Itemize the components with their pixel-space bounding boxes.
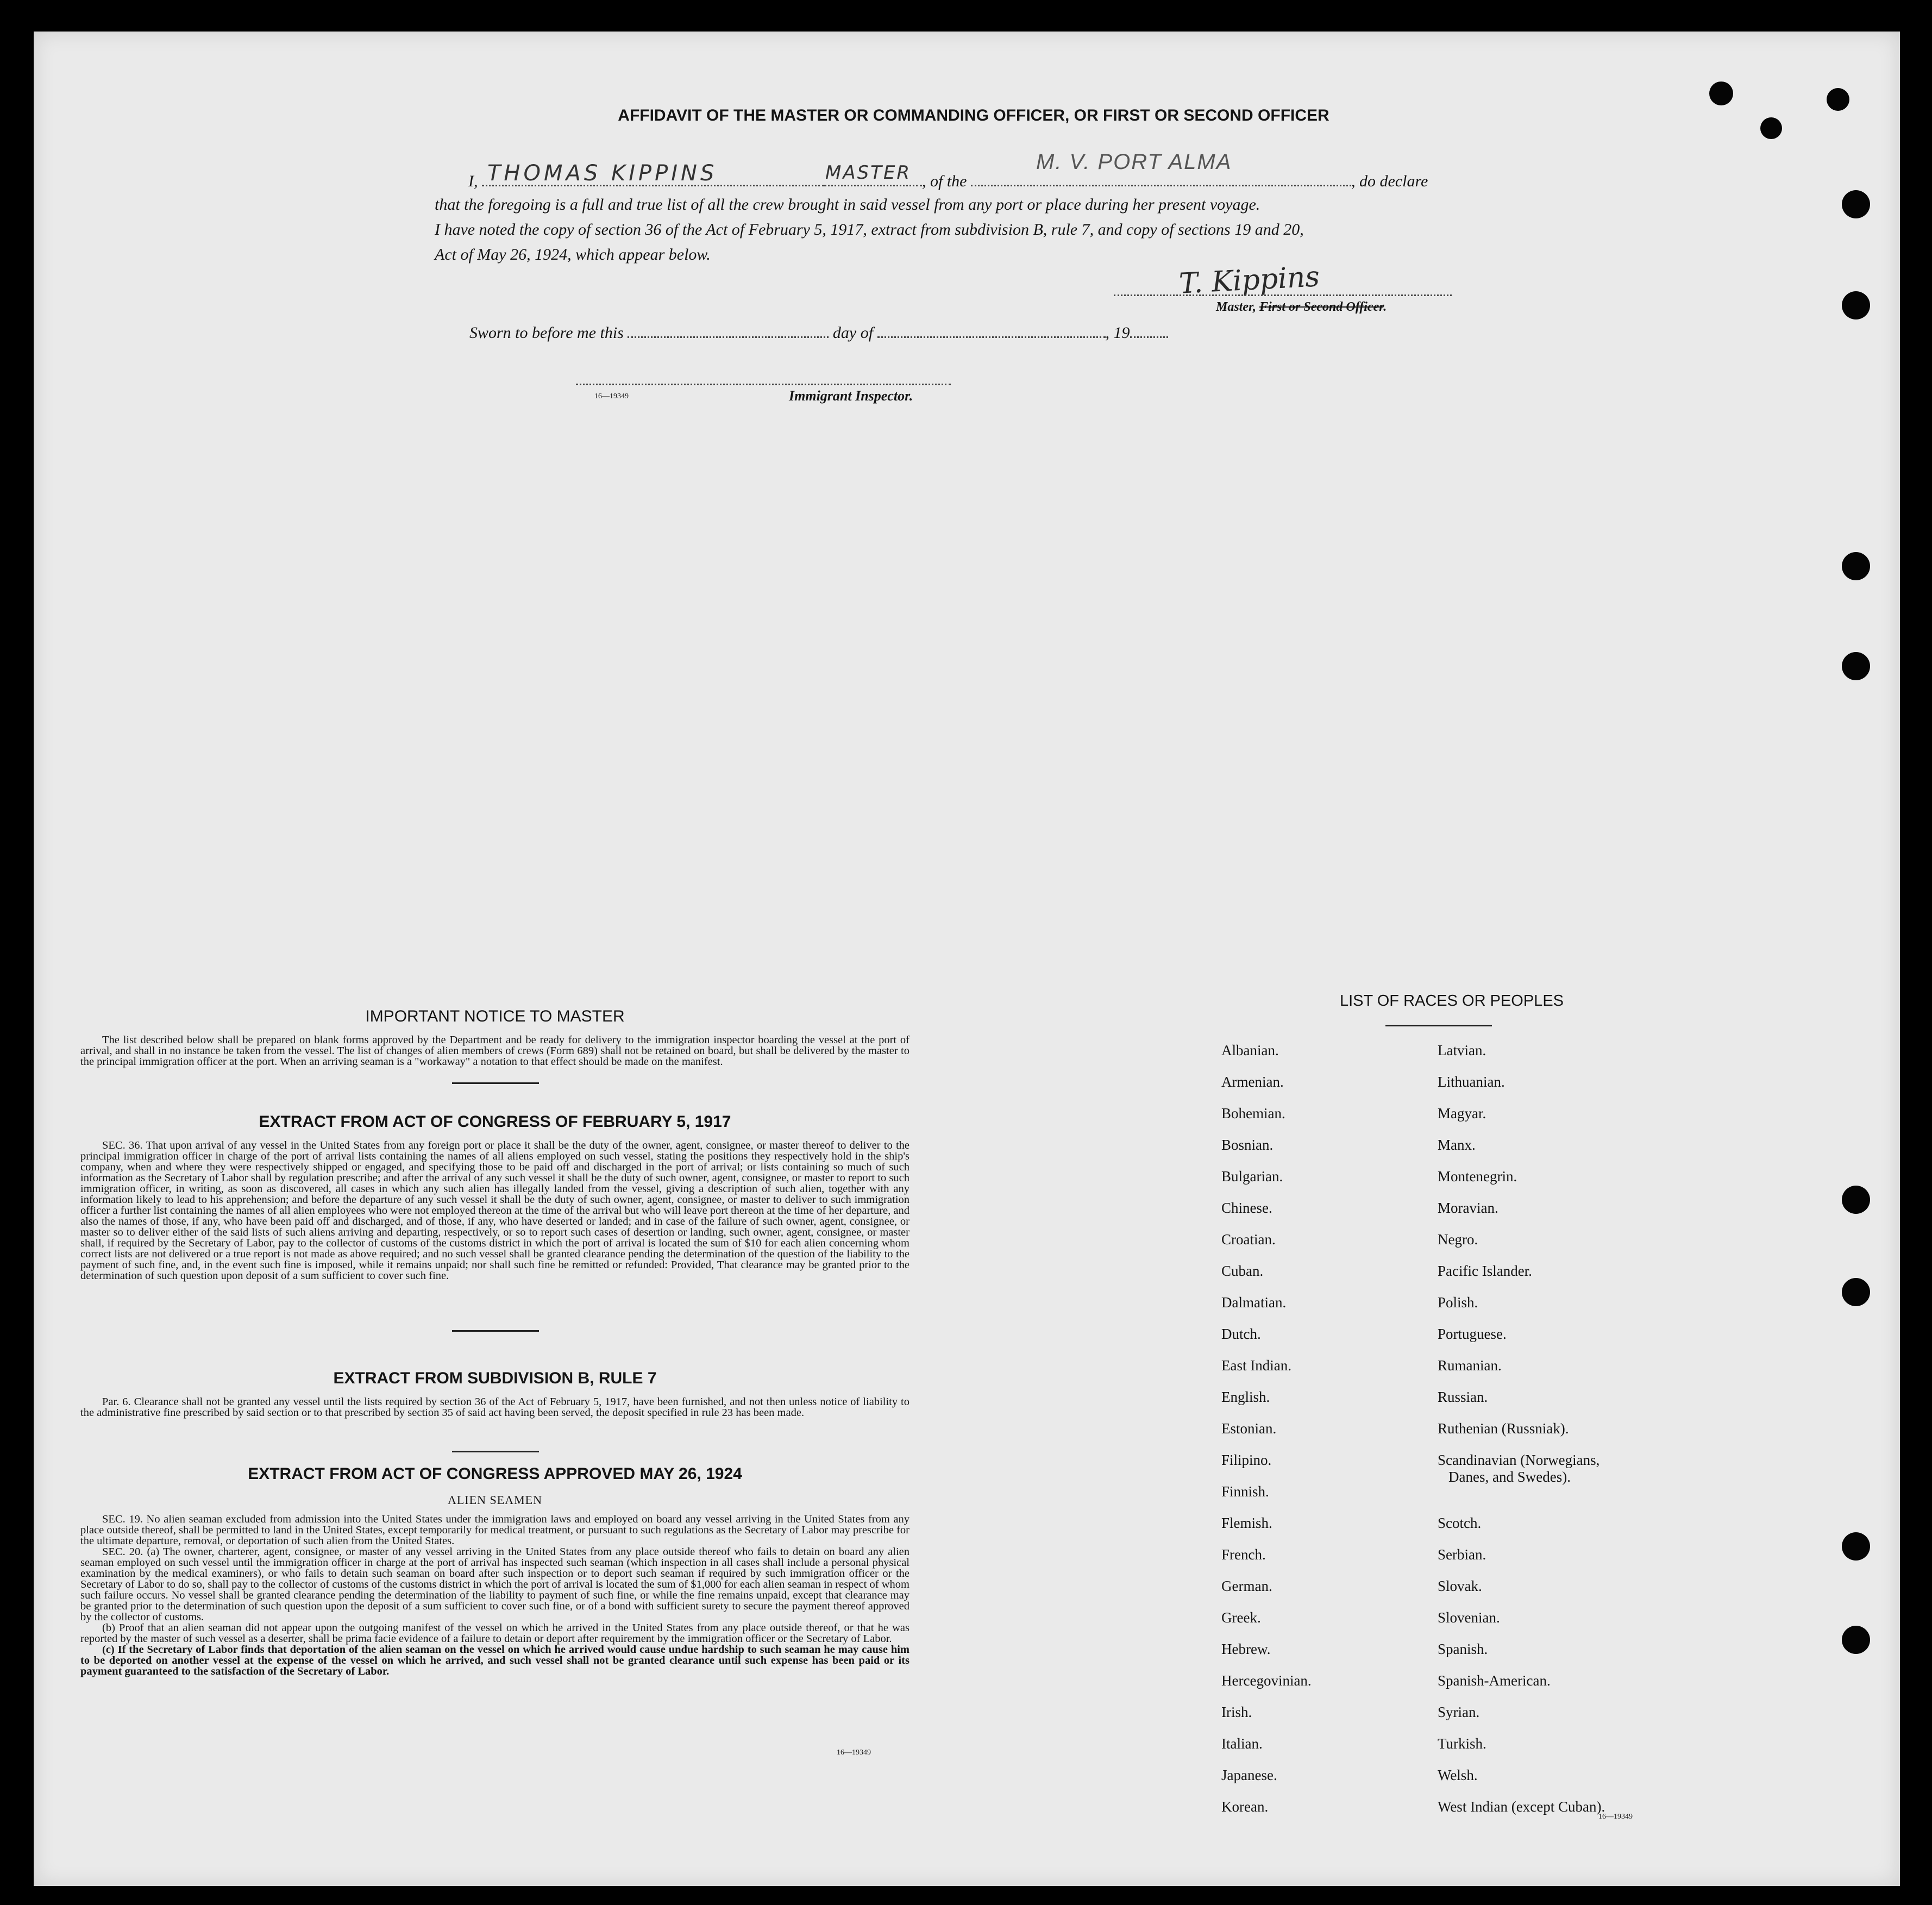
race-item: Chinese.: [1221, 1200, 1272, 1216]
race-item: Moravian.: [1438, 1200, 1498, 1216]
extract-1917-body: SEC. 36. That upon arrival of any vessel in the United States from any foreign port or place it shall be the duty of the owner, agent, consignee, or master thereof to deliver to the principal immigration officer in charge of the port of arrival lists containing the names of all aliens employed on such vessel, stating the positions they respectively hold in the ship's company, when and where they were respectively shipped or engaged, and specifying those to be paid off and discharged in the port of arrival; or lists containing so much of such information as the Secretary of Labor shall by regulation prescribe; and after the arrival of any such vessel it shall be the duty of such owner, agent, consignee, or master to report to such immigration officer, in writing, as soon as discovered, all cases in which any such alien has illegally landed from the vessel, giving a description of such alien, together with any information likely to lead to his apprehension; and before the departure of any such vessel it shall be the duty of such owner, agent, consignee, or master to deliver to such immigration officer a further list containing the names of all alien employees who were not employed thereon at the time of the arrival but who will leave port thereon at the time of her departure, and also the names of those, if any, who have been paid off and discharged, and of those, if any, who have deserted or landed; and in case of the failure of such owner, agent, consignee, or master so to deliver either of the said lists of such aliens arriving and departing, respectively, or so to report such cases of desertion or landing, such owner, agent, consignee, or master shall, if required by the Secretary of Labor, pay to the collector of customs of the customs district in which the port of arrival is located the sum of $10 for each alien concerning whom correct lists are not delivered or a true report is not made as above required; and no such vessel shall be granted clearance pending the determination of the question of the liability to the payment of such fine, and, in the event such fine is imposed, while it remains unpaid; nor shall such fine be remitted or refunded: Provided, That clearance may be granted prior to the determination of such question upon deposit of a sum sufficient to cover such fine.: [80, 1139, 909, 1282]
race-item: Hebrew.: [1221, 1641, 1271, 1657]
punch-hole: [1842, 1186, 1870, 1214]
race-item: Greek.: [1221, 1609, 1261, 1626]
race-item: Lithuanian.: [1438, 1074, 1505, 1090]
name-field: [482, 161, 824, 186]
notice-body: The list described below shall be prepared on blank forms approved by the Department and be ready for delivery to the immigration inspector boarding the vessel at the port of arrival, and shall in no instance be taken from the vessel. The list of changes of alien members of crews (Form 689) shall not be retained on board, but shall be delivered by the master to the principal immigration officer at the port. When an arriving seaman is a "workaway" a notation to that effect should be made on the manifest.: [80, 1034, 909, 1068]
race-row: [1221, 1641, 1312, 1672]
race-item: Pacific Islander.: [1438, 1263, 1532, 1279]
race-item: Croatian.: [1221, 1231, 1276, 1248]
race-item: Irish.: [1221, 1704, 1252, 1720]
race-item: Cuban.: [1221, 1263, 1264, 1279]
race-row: [1221, 1609, 1312, 1641]
race-item: Slovak.: [1438, 1578, 1482, 1594]
caption-end: .: [1383, 300, 1387, 314]
race-item: Polish.: [1438, 1294, 1478, 1311]
race-row: [1221, 1420, 1312, 1452]
affidavit-line-3: I have noted the copy of section 36 of the Act of February 5, 1917, extract from subdivision B, rule 7, and copy of sections 19 and 20,: [435, 221, 1304, 239]
races-form-number: 16—19349: [1598, 1813, 1633, 1821]
race-row: [1221, 1799, 1312, 1830]
document-page: [34, 32, 1900, 1886]
divider: [452, 1330, 539, 1332]
race-row: [1221, 1294, 1312, 1326]
race-row: [1438, 1263, 1605, 1294]
race-item: West Indian (except Cuban).: [1438, 1799, 1605, 1815]
races-right-column: [1438, 1042, 1605, 1830]
race-item: Flemish.: [1221, 1515, 1272, 1531]
race-row: [1221, 1326, 1312, 1357]
race-row: [1438, 1704, 1605, 1735]
race-row: [1221, 1105, 1312, 1137]
sworn-text-3: , 19: [1105, 324, 1130, 342]
race-row: [1438, 1799, 1605, 1830]
race-row: [1438, 1294, 1605, 1326]
race-item: Montenegrin.: [1438, 1168, 1517, 1185]
sworn-month-field: [877, 336, 1106, 338]
race-item: Welsh.: [1438, 1767, 1478, 1783]
race-row: [1438, 1200, 1605, 1231]
race-item: Bosnian.: [1221, 1137, 1274, 1153]
sworn-text-2: day of: [832, 324, 874, 342]
punch-hole: [1842, 291, 1870, 319]
race-item: Latvian.: [1438, 1042, 1486, 1058]
caption-master: Master,: [1216, 300, 1257, 314]
race-row: [1438, 1137, 1605, 1168]
notice-title: IMPORTANT NOTICE TO MASTER: [365, 1007, 625, 1025]
inspector-caption: Immigrant Inspector.: [789, 388, 913, 404]
race-row: [1221, 1546, 1312, 1578]
affidavit-line-4: Act of May 26, 1924, which appear below.: [435, 246, 711, 264]
rule7-title: EXTRACT FROM SUBDIVISION B, RULE 7: [333, 1369, 657, 1387]
race-item: Korean.: [1221, 1799, 1269, 1815]
sec20c-text: (c) If the Secretary of Labor finds that deportation of the alien seaman on the vessel on which he arrived would cause undue hardship to such seaman he may cause him to be deported on another vessel at the expense of the vessel on which he arrived, and such vessel shall not be granted clearance until such expense has been paid or its payment guaranteed to the satisfaction of the Secretary of Labor.: [80, 1644, 909, 1677]
race-row: [1221, 1263, 1312, 1294]
sworn-day-field: [628, 336, 829, 338]
race-row: [1221, 1704, 1312, 1735]
punch-hole: [1842, 190, 1870, 218]
sworn-line: [469, 324, 1168, 342]
race-row: [1438, 1326, 1605, 1357]
race-item: Ruthenian (Russniak).: [1438, 1420, 1569, 1437]
race-row: [1221, 1168, 1312, 1200]
affidavit-line-2: that the foregoing is a full and true list of all the crew brought in said vessel from any port or place during her present voyage.: [435, 196, 1260, 214]
punch-hole: [1760, 117, 1782, 139]
sec20a-text: SEC. 20. (a) The owner, charterer, agent, consignee, or master of any vessel arriving in the United States from any place outside thereof who fails to detain on board any alien seaman employed on such vessel until the immigration officer in charge at the port of arrival has inspected such seaman (which inspection in all cases shall include a personal physical examination by the medical examiners), or who fails to detain such seaman on board after such inspection or to deport such seaman if required by such immigration officer or the Secretary of Labor to do so, shall pay to the collector of customs of the customs district in which the port of arrival is located the sum of $1,000 for each alien seaman in respect of whom such failure occurs. No vessel shall be granted clearance pending the determination of the liability to payment of such fine, or while the fine remains unpaid, except that clearance may be granted prior to the determination of such question upon the deposit of a sum sufficient to cover such fine, or of a bond with sufficient surety to secure the payment thereof approved by the collector of customs.: [80, 1546, 909, 1623]
vessel-stamp: M. V. PORT ALMA: [1036, 150, 1232, 174]
alien-seamen-subtitle: ALIEN SEAMEN: [448, 1493, 542, 1507]
races-left-column: [1221, 1042, 1312, 1830]
race-item: Albanian.: [1221, 1042, 1279, 1058]
race-item: Hercegovinian.: [1221, 1672, 1312, 1689]
divider: [1385, 1025, 1492, 1026]
race-row: [1221, 1672, 1312, 1704]
race-item: Dalmatian.: [1221, 1294, 1287, 1311]
race-item: Slovenian.: [1438, 1609, 1500, 1626]
race-row: [1221, 1042, 1312, 1074]
punch-hole: [1842, 552, 1870, 580]
race-item: Scotch.: [1438, 1515, 1482, 1531]
race-row: [1438, 1641, 1605, 1672]
extract-1924-body: [80, 1514, 909, 1677]
race-row: [1438, 1074, 1605, 1105]
race-row: [1221, 1389, 1312, 1420]
race-row: [1221, 1735, 1312, 1767]
race-item: East Indian.: [1221, 1357, 1291, 1374]
race-item: Estonian.: [1221, 1420, 1277, 1437]
signature-caption: [1216, 300, 1387, 315]
inspector-line: [576, 384, 951, 385]
races-title: LIST OF RACES OR PEOPLES: [1339, 992, 1564, 1010]
punch-hole: [1827, 88, 1849, 111]
caption-struck: First or Second Officer: [1259, 300, 1384, 314]
punch-hole: [1709, 82, 1733, 105]
race-item: Japanese.: [1221, 1767, 1277, 1783]
extract-1917-title: EXTRACT FROM ACT OF CONGRESS OF FEBRUARY 5, 1917: [259, 1113, 731, 1131]
punch-hole: [1842, 1532, 1870, 1561]
race-item: Italian.: [1221, 1735, 1263, 1752]
rule7-body: Par. 6. Clearance shall not be granted any vessel until the lists required by section 36 of the Act of February 5, 1917, have been furnished, and not then unless notice of liability to the administrative fine prescribed by said section or to that prescribed by section 35 of said act having been served, the deposit specified in rule 23 has been made.: [80, 1396, 909, 1419]
signature-line: [1114, 294, 1452, 296]
rank-value: MASTER: [825, 162, 912, 184]
race-row: [1438, 1168, 1605, 1200]
race-row: [1221, 1767, 1312, 1799]
extract-1924-form-number: 16—19349: [837, 1749, 871, 1757]
race-item: Turkish.: [1438, 1735, 1486, 1752]
race-item: French.: [1221, 1546, 1266, 1563]
race-item: Armenian.: [1221, 1074, 1284, 1090]
race-item: Syrian.: [1438, 1704, 1480, 1720]
race-row: [1221, 1074, 1312, 1105]
race-item: Russian.: [1438, 1389, 1488, 1405]
affidavit-line-1: [468, 150, 1533, 191]
sworn-text-1: Sworn to before me this: [469, 324, 624, 342]
race-row: [1221, 1515, 1312, 1546]
race-item: Spanish-American.: [1438, 1672, 1551, 1689]
race-item: Serbian.: [1438, 1546, 1486, 1563]
extract-1924-title: EXTRACT FROM ACT OF CONGRESS APPROVED MAY 26, 1924: [248, 1465, 742, 1483]
race-row: [1221, 1231, 1312, 1263]
races-right-table: [1438, 1042, 1605, 1830]
punch-hole: [1842, 652, 1870, 680]
race-row: [1438, 1357, 1605, 1389]
race-row: [1438, 1609, 1605, 1641]
name-value: THOMAS KIPPINS: [487, 161, 718, 186]
race-row: [1438, 1389, 1605, 1420]
race-item: Spanish.: [1438, 1641, 1488, 1657]
race-row: [1438, 1767, 1605, 1799]
race-row: [1438, 1735, 1605, 1767]
race-row: [1438, 1231, 1605, 1263]
affidavit-form-number: 16—19349: [594, 392, 629, 400]
race-item: Magyar.: [1438, 1105, 1486, 1121]
race-item-text: Scandinavian (Norwegians,: [1438, 1452, 1600, 1468]
race-item: English.: [1221, 1389, 1270, 1405]
affidavit-prefix: I,: [468, 172, 478, 190]
race-row: [1438, 1578, 1605, 1609]
race-row: [1438, 1452, 1605, 1515]
sworn-year-field: [1130, 336, 1168, 338]
races-left-table: [1221, 1042, 1312, 1830]
race-item: Negro.: [1438, 1231, 1478, 1248]
race-row: [1221, 1200, 1312, 1231]
divider: [452, 1082, 539, 1084]
affidavit-title: AFFIDAVIT OF THE MASTER OR COMMANDING OFFICER, OR FIRST OR SECOND OFFICER: [618, 106, 1329, 124]
of-the-text: , of the: [922, 172, 967, 190]
rank-field: [824, 162, 922, 186]
race-item: German.: [1221, 1578, 1272, 1594]
signature: T. Kippins: [1178, 260, 1321, 300]
divider: [452, 1451, 539, 1452]
race-row: [1221, 1137, 1312, 1168]
race-row: [1438, 1672, 1605, 1704]
race-row: [1438, 1420, 1605, 1452]
punch-hole: [1842, 1626, 1870, 1654]
vessel-field: [971, 150, 1351, 186]
race-row: [1221, 1452, 1312, 1483]
do-declare-text: , do declare: [1351, 172, 1428, 190]
race-row: [1221, 1578, 1312, 1609]
race-item: Bohemian.: [1221, 1105, 1285, 1121]
race-row: [1438, 1042, 1605, 1074]
race-row: [1438, 1546, 1605, 1578]
race-item: Portuguese.: [1438, 1326, 1507, 1342]
race-item: Manx.: [1438, 1137, 1476, 1153]
race-item: Finnish.: [1221, 1483, 1269, 1500]
race-item: Rumanian.: [1438, 1357, 1502, 1374]
race-item: [1438, 1452, 1605, 1515]
sec20b-text: (b) Proof that an alien seaman did not appear upon the outgoing manifest of the vessel on which he arrived in the United States from any place outside thereof, or that he was reported by the master of such vessel as a deserter, shall be prima facie evidence of a failure to detain or deport after requirement by the immigration officer or the Secretary of Labor.: [80, 1622, 909, 1645]
punch-hole: [1842, 1278, 1870, 1306]
race-item: Bulgarian.: [1221, 1168, 1283, 1185]
race-item: Dutch.: [1221, 1326, 1261, 1342]
race-item-continuation: Danes, and Swedes).: [1448, 1469, 1571, 1485]
race-row: [1221, 1357, 1312, 1389]
race-item: Filipino.: [1221, 1452, 1272, 1468]
race-row: [1438, 1105, 1605, 1137]
race-row: [1438, 1515, 1605, 1546]
race-row: [1221, 1483, 1312, 1515]
sec19-text: SEC. 19. No alien seaman excluded from admission into the United States under the immigration laws and employed on board any vessel arriving in the United States from any place outside thereof, shall be permitted to land in the United States, except temporarily for medical treatment, or pursuant to such regulations as the Secretary of Labor may prescribe for the ultimate departure, removal, or deportation of such alien from the United States.: [80, 1513, 909, 1547]
